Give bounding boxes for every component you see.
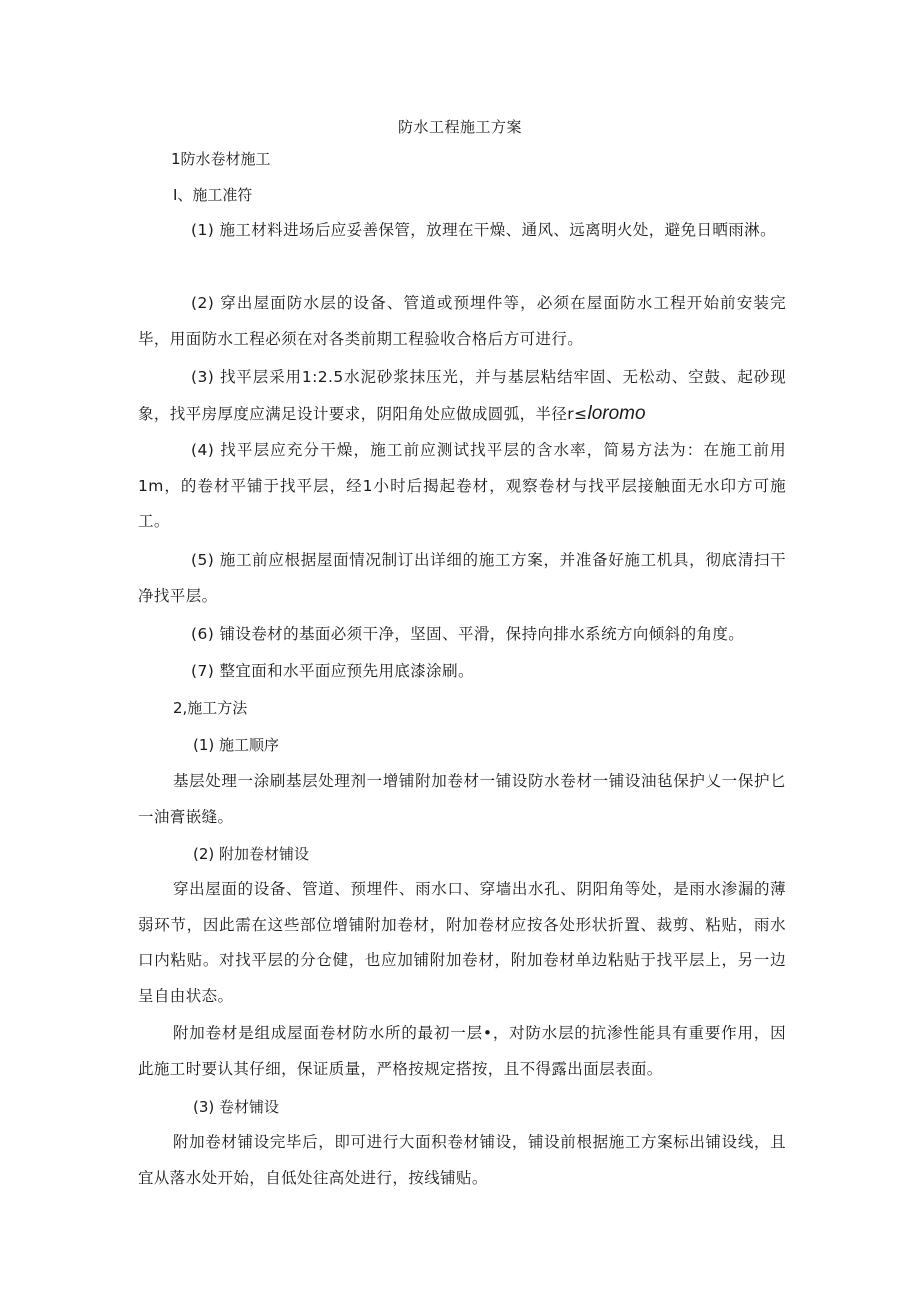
method-item-2-heading: (2) 附加卷材铺设 <box>193 845 310 863</box>
paragraph-prep-5: (5) 施工前应根据屋面情况制订出详细的施工方案，并准备好施工机具，彻底清扫干净找平层。 <box>138 551 786 605</box>
method-item-3-heading: (3) 卷材铺设 <box>193 1098 280 1116</box>
paragraph-prep-4: (4) 找平层应充分干燥，施工前应测试找平层的含水率，简易方法为：在施工前用1m，的卷材平铺于找平层，经1小时后揭起卷材，观察卷材与找平层接触面无水印方可施工。 <box>138 441 786 530</box>
method-item-3-body: 附加卷材铺设完毕后，即可进行大面积卷材铺设，铺设前根据施工方案标出铺设线，且宜从落水处开始，自低处往高处进行，按线铺贴。 <box>138 1133 786 1187</box>
paragraph-prep-7: (7) 整宜面和水平面应预先用底漆涂刷。 <box>191 662 474 680</box>
method-item-2-body-1: 穿出屋面的设备、管道、预埋件、雨水口、穿墙出水孔、阴阳角等处，是雨水渗漏的薄弱环节，因此需在这些部位增铺附加卷材，附加卷材应按各处形状折置、裁剪、粘贴，雨水口内粘贴。对找平层的分仓健，也应加铺附加卷材，附加卷材单边粘贴于找平层上，另一边呈自由状态。 <box>138 880 786 1005</box>
paragraph-prep-3 <box>138 360 786 432</box>
document-title: 防水工程施工方案 <box>397 118 522 136</box>
subsection-heading-preparation: I、施工准符 <box>173 186 253 204</box>
method-item-2-body-2: 附加卷材是组成屋面卷材防水所的最初一层•，对防水层的抗渗性能具有重要作用，因此施工时要认其仔细，保证质量，严格按规定搭按，且不得露出面层表面。 <box>138 1024 786 1078</box>
subsection-heading-method: 2,施工方法 <box>173 699 248 717</box>
method-item-1-heading: (1) 施工顺序 <box>193 736 280 754</box>
section-heading-1: 1防水卷材施工 <box>171 150 271 168</box>
paragraph-prep-3-tail: loromo <box>587 402 646 424</box>
paragraph-prep-1: (1) 施工材料进场后应妥善保管，放理在干燥、通风、远离明火处，避免日晒雨淋。 <box>191 221 776 239</box>
paragraph-prep-6: (6) 铺设卷材的基面必须干净，坚固、平滑，保持向排水系统方向倾斜的角度。 <box>191 625 745 643</box>
paragraph-prep-3-text: (3) 找平层采用1:2.5水泥砂浆抹压光，并与基层粘结牢固、无松动、空鼓、起砂现象，找平房厚度应满足设计要求，阴阳角处应做成圆弧，半径r≤ <box>138 368 786 423</box>
method-item-1-body: 基层处理一涂刷基层处理剂一增铺附加卷材一铺设防水卷材一铺设油毡保护乂一保护匕一油膏嵌缝。 <box>138 772 786 826</box>
paragraph-prep-2: (2) 穿出屋面防水层的设备、管道或预埋件等，必须在屋面防水工程开始前安装完毕，用面防水工程必须在对各类前期工程验收合格后方可进行。 <box>138 294 786 348</box>
